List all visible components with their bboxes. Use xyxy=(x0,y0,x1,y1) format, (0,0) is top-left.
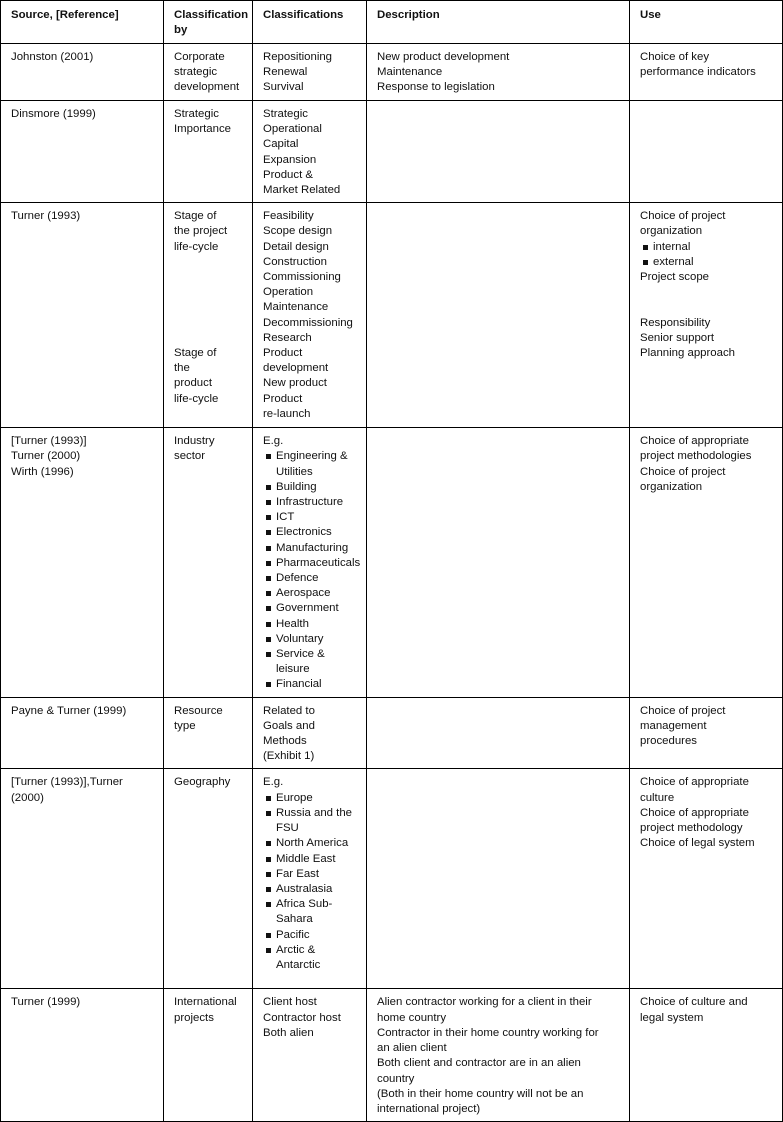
cell-line: Choice of key xyxy=(640,51,710,63)
cell-line: the project xyxy=(174,225,228,238)
bullet-item: Service & leisure xyxy=(263,647,360,677)
cell-line: Wirth (1996) xyxy=(11,465,74,478)
source-cell xyxy=(1,203,164,428)
cell-line: country xyxy=(377,1072,415,1085)
classifications-cell xyxy=(253,697,367,769)
cell-line: re-launch xyxy=(263,407,311,420)
use-cell xyxy=(630,769,783,989)
bullet-item: Health xyxy=(263,617,360,632)
cell-line: Choice of appropriate xyxy=(640,435,749,448)
description-cell xyxy=(367,101,630,203)
cell-line: management xyxy=(640,719,707,732)
cell-line: performance indicators xyxy=(640,66,756,79)
table-row xyxy=(1,44,783,101)
cell-line: Operation xyxy=(263,286,314,299)
classification-by-cell xyxy=(164,697,253,769)
cell-line: legal system xyxy=(640,1011,704,1024)
cell-line: Commissioning xyxy=(263,271,341,284)
table-row xyxy=(1,769,783,989)
cell-line: Stage of xyxy=(174,346,217,359)
table-row xyxy=(1,989,783,1122)
classifications-cell xyxy=(253,989,367,1122)
cell-line: sector xyxy=(174,450,206,463)
blank-line xyxy=(174,300,246,315)
source-cell xyxy=(1,769,164,989)
cell-line: Research xyxy=(263,331,312,344)
table-row xyxy=(1,101,783,203)
table-row xyxy=(1,203,783,428)
cell-line: Contractor host xyxy=(263,1011,341,1024)
blank-line xyxy=(174,316,246,331)
header-use: Use xyxy=(630,1,783,44)
cell-line: New product xyxy=(263,377,327,390)
cell-line: Product xyxy=(263,392,303,405)
cell-line: international project) xyxy=(377,1102,481,1115)
cell-line: Product & xyxy=(263,168,314,181)
bullet-item: Engineering & Utilities xyxy=(263,449,360,479)
use-cell xyxy=(630,44,783,101)
cell-line: Strategic xyxy=(263,108,308,120)
classifications-cell xyxy=(253,428,367,697)
cell-line: (Both in their home country will not be an xyxy=(377,1087,584,1100)
cell-line: Corporate xyxy=(174,51,225,63)
cell-line: Responsibility xyxy=(640,316,711,329)
bullet-item: Government xyxy=(263,601,360,616)
cell-line: Resource xyxy=(174,704,223,717)
cell-line: Importance xyxy=(174,123,231,136)
cell-line: Choice of project xyxy=(640,704,726,717)
cell-line: Choice of project xyxy=(640,465,726,478)
cell-line: Methods xyxy=(263,735,307,748)
use-cell xyxy=(630,428,783,697)
cell-line: type xyxy=(174,719,196,732)
bullet-item: Building xyxy=(263,480,360,495)
cell-line: project methodologies xyxy=(640,450,752,463)
cell-line: development xyxy=(263,362,329,375)
header-description: Description xyxy=(367,1,630,44)
cell-line: [Turner (1993)],Turner xyxy=(11,776,123,789)
cell-line: procedures xyxy=(640,735,697,748)
header-row xyxy=(1,1,783,44)
cell-line: Product xyxy=(263,347,303,360)
use-cell xyxy=(630,203,783,428)
cell-line: E.g. xyxy=(263,776,284,789)
cell-line: life-cycle xyxy=(174,240,219,253)
cell-line: Both client and contractor are in an alien xyxy=(377,1057,581,1070)
use-cell xyxy=(630,989,783,1122)
cell-line: Johnston (2001) xyxy=(11,51,94,63)
cell-line: the xyxy=(174,362,190,375)
blank-line xyxy=(640,285,776,300)
cell-line: Turner (1999) xyxy=(11,996,81,1009)
cell-line: (2000) xyxy=(11,791,44,804)
header-classification-by: Classification by xyxy=(164,1,253,44)
bullet-item: external xyxy=(640,255,776,270)
bullet-item: Aerospace xyxy=(263,586,360,601)
cell-line: development xyxy=(174,81,240,94)
bullet-item: Africa Sub-Sahara xyxy=(263,897,360,927)
classification-by-cell xyxy=(164,769,253,989)
cell-line: Operational xyxy=(263,123,322,136)
cell-line: Both alien xyxy=(263,1026,314,1039)
source-cell xyxy=(1,697,164,769)
cell-line: Senior support xyxy=(640,331,715,344)
description-cell xyxy=(367,989,630,1122)
cell-line: Related to xyxy=(263,704,315,717)
bullet-item: Middle East xyxy=(263,852,360,867)
table-row xyxy=(1,428,783,697)
cell-line: Planning approach xyxy=(640,347,735,360)
cell-line: Repositioning xyxy=(263,51,333,63)
cell-line: Survival xyxy=(263,81,304,94)
cell-line: culture xyxy=(640,791,675,804)
description-cell xyxy=(367,44,630,101)
bullet-item: Russia and the FSU xyxy=(263,806,360,836)
cell-line: Scope design xyxy=(263,225,333,238)
table-body xyxy=(1,44,783,1122)
cell-line: [Turner (1993)] xyxy=(11,435,87,448)
cell-line: Feasibility xyxy=(263,210,314,223)
cell-line: Project scope xyxy=(640,271,710,284)
blank-line xyxy=(174,255,246,270)
cell-line: Expansion xyxy=(263,153,317,166)
cell-line: New product development xyxy=(377,51,510,63)
cell-line: Turner (1993) xyxy=(11,210,81,223)
cell-line: (Exhibit 1) xyxy=(263,750,315,763)
cell-line: Maintenance xyxy=(263,301,329,314)
cell-line: organization xyxy=(640,480,703,493)
cell-line: Dinsmore (1999) xyxy=(11,108,96,120)
cell-line: International xyxy=(174,996,237,1009)
cell-line: organization xyxy=(640,225,703,238)
bullet-item: Arctic & Antarctic xyxy=(263,943,360,973)
cell-line: Detail design xyxy=(263,240,329,253)
cell-line: Choice of appropriate xyxy=(640,776,749,789)
classifications-cell xyxy=(253,769,367,989)
bullet-item: North America xyxy=(263,836,360,851)
bullet-item: internal xyxy=(640,240,776,255)
cell-line: Client host xyxy=(263,996,317,1009)
cell-line: Market Related xyxy=(263,184,341,197)
cell-line: Choice of legal system xyxy=(640,837,755,850)
blank-line xyxy=(174,331,246,346)
cell-line: project methodology xyxy=(640,822,743,835)
source-cell xyxy=(1,44,164,101)
cell-line: Choice of project xyxy=(640,210,726,223)
cell-line: Decommissioning xyxy=(263,316,353,329)
use-cell xyxy=(630,697,783,769)
classification-by-cell xyxy=(164,101,253,203)
cell-line: Renewal xyxy=(263,66,308,79)
bullet-item: Voluntary xyxy=(263,632,360,647)
cell-line: Response to legislation xyxy=(377,81,495,94)
cell-line: strategic xyxy=(174,66,218,79)
description-cell xyxy=(367,769,630,989)
bullet-item: ICT xyxy=(263,510,360,525)
cell-line: home country xyxy=(377,1011,447,1024)
bullet-item: Electronics xyxy=(263,525,360,540)
cell-line: Payne & Turner (1999) xyxy=(11,704,127,717)
cell-line: Contractor in their home country working for xyxy=(377,1026,599,1039)
bullet-item: Australasia xyxy=(263,882,360,897)
classification-by-cell xyxy=(164,989,253,1122)
bullet-item: Far East xyxy=(263,867,360,882)
cell-line: Geography xyxy=(174,776,231,789)
bullet-item: Europe xyxy=(263,791,360,806)
header-source: Source, [Reference] xyxy=(1,1,164,44)
source-cell xyxy=(1,989,164,1122)
cell-line: Choice of culture and xyxy=(640,996,748,1009)
cell-line: Industry xyxy=(174,435,215,448)
blank-line xyxy=(174,285,246,300)
cell-line: Stage of xyxy=(174,210,217,223)
description-cell xyxy=(367,697,630,769)
cell-line: Maintenance xyxy=(377,66,443,79)
table-row xyxy=(1,697,783,769)
description-cell xyxy=(367,203,630,428)
blank-line xyxy=(174,270,246,285)
bullet-item: Financial xyxy=(263,677,360,692)
cell-line: Goals and xyxy=(263,719,315,732)
cell-line: E.g. xyxy=(263,435,284,448)
cell-line: Strategic xyxy=(174,108,219,120)
cell-line: life-cycle xyxy=(174,392,219,405)
blank-line xyxy=(640,300,776,315)
cell-line: Construction xyxy=(263,255,327,268)
cell-line: Alien contractor working for a client in their xyxy=(377,996,592,1009)
source-cell xyxy=(1,101,164,203)
classification-by-cell xyxy=(164,428,253,697)
header-classifications: Classifications xyxy=(253,1,367,44)
source-cell xyxy=(1,428,164,697)
classification-by-cell xyxy=(164,44,253,101)
bullet-item: Infrastructure xyxy=(263,495,360,510)
description-cell xyxy=(367,428,630,697)
cell-line: projects xyxy=(174,1011,214,1024)
classifications-cell xyxy=(253,203,367,428)
cell-line: Turner (2000) xyxy=(11,450,81,463)
use-cell xyxy=(630,101,783,203)
classifications-cell xyxy=(253,101,367,203)
bullet-item: Defence xyxy=(263,571,360,586)
cell-line: product xyxy=(174,377,212,390)
cell-line: Capital xyxy=(263,138,299,151)
bullet-item: Pharmaceuticals xyxy=(263,556,360,571)
bullet-item: Pacific xyxy=(263,928,360,943)
cell-line: an alien client xyxy=(377,1042,447,1055)
classification-by-cell xyxy=(164,203,253,428)
cell-line: Choice of appropriate xyxy=(640,806,749,819)
bullet-item: Manufacturing xyxy=(263,541,360,556)
classifications-cell xyxy=(253,44,367,101)
